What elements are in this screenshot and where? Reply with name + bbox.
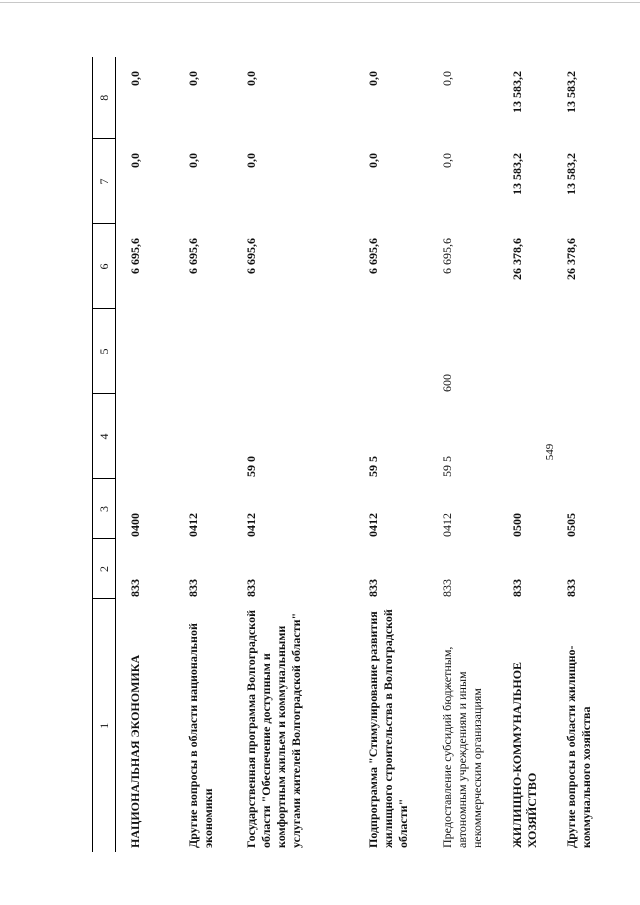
code-cell: 833: [564, 579, 578, 597]
section-cell: 0412: [366, 513, 380, 537]
amount-cell: 0,0: [244, 153, 258, 168]
amount-cell: 26 378,6: [564, 238, 578, 280]
expense-type-cell: [116, 309, 187, 394]
column-header: 4: [93, 394, 116, 479]
expense-type-cell: [564, 309, 610, 394]
row-name-cell: Подпрограмма "Стимулирование развития жилищного строительства в Волгоградской области": [366, 609, 410, 848]
table-row: [116, 57, 187, 852]
section-cell: 0412: [244, 513, 258, 537]
row-name-cell: Другие вопросы в области жилищно-коммунального хозяйства: [564, 645, 593, 848]
target-article-cell: 59 5: [366, 456, 380, 477]
amount-cell: 6 695,6: [186, 238, 200, 274]
table-row: [186, 57, 244, 852]
column-header: 3: [93, 479, 116, 539]
table-row: [510, 57, 564, 852]
target-article-cell: [186, 394, 244, 479]
column-header: 5: [93, 309, 116, 394]
row-name-cell: Другие вопросы в области национальной экономики: [186, 623, 215, 848]
amount-cell: 0,0: [366, 71, 380, 86]
section-cell: 0412: [186, 513, 200, 537]
column-header: 7: [93, 139, 116, 224]
target-article-cell: [510, 394, 564, 479]
row-name-cell: Предоставление субсидий бюджетным, автономным учреждениям и иным некоммерческим организациям: [440, 646, 484, 848]
table-row: [564, 57, 610, 852]
section-cell: 0505: [564, 513, 578, 537]
row-name-cell: НАЦИОНАЛЬНАЯ ЭКОНОМИКА: [128, 654, 142, 848]
amount-cell: 0,0: [186, 71, 200, 86]
amount-cell: 0,0: [440, 153, 454, 168]
target-article-cell: 59 0: [244, 456, 258, 477]
section-cell: 0500: [510, 513, 524, 537]
column-header: 1: [93, 599, 116, 852]
page-number: 549: [544, 443, 556, 461]
amount-cell: 0,0: [128, 71, 142, 86]
code-cell: 833: [510, 579, 524, 597]
amount-cell: 13 583,2: [564, 153, 578, 195]
amount-cell: 6 695,6: [440, 238, 454, 274]
table-row: [440, 57, 510, 852]
code-cell: 833: [244, 579, 258, 597]
column-header: 6: [93, 224, 116, 309]
top-rule: [0, 2, 640, 3]
expense-type-cell: [186, 309, 244, 394]
amount-cell: 13 583,2: [510, 71, 524, 113]
row-name-cell: ЖИЛИЩНО-КОММУНАЛЬНОЕ ХОЗЯЙСТВО: [510, 661, 539, 848]
amount-cell: 13 583,2: [564, 71, 578, 113]
amount-cell: 6 695,6: [128, 238, 142, 274]
column-header: 8: [93, 57, 116, 139]
expense-type-cell: 600: [440, 374, 454, 392]
table-row: [244, 57, 366, 852]
code-cell: 833: [186, 579, 200, 597]
code-cell: 833: [128, 579, 142, 597]
expense-type-cell: [510, 309, 564, 394]
amount-cell: 0,0: [366, 153, 380, 168]
row-name-cell: Государственная программа Волгоградской области "Обеспечение доступным и комфортным жильем и коммунальными услугами жителей Волгоградской области": [244, 610, 303, 848]
expense-type-cell: [244, 309, 366, 394]
amount-cell: 26 378,6: [510, 238, 524, 280]
section-cell: 0400: [128, 513, 142, 537]
amount-cell: 0,0: [440, 71, 454, 86]
amount-cell: 6 695,6: [244, 238, 258, 274]
amount-cell: 6 695,6: [366, 238, 380, 274]
target-article-cell: 59 5: [440, 456, 454, 477]
section-cell: 0412: [440, 513, 454, 537]
code-cell: 833: [440, 579, 454, 597]
column-header: 2: [93, 539, 116, 599]
amount-cell: 0,0: [244, 71, 258, 86]
amount-cell: 13 583,2: [510, 153, 524, 195]
budget-table: [92, 57, 610, 852]
table-row: [366, 57, 440, 852]
target-article-cell: [564, 394, 610, 479]
target-article-cell: [116, 394, 187, 479]
amount-cell: 0,0: [128, 153, 142, 168]
amount-cell: 0,0: [186, 153, 200, 168]
expense-type-cell: [366, 309, 440, 394]
header-row: [93, 57, 116, 852]
code-cell: 833: [366, 579, 380, 597]
